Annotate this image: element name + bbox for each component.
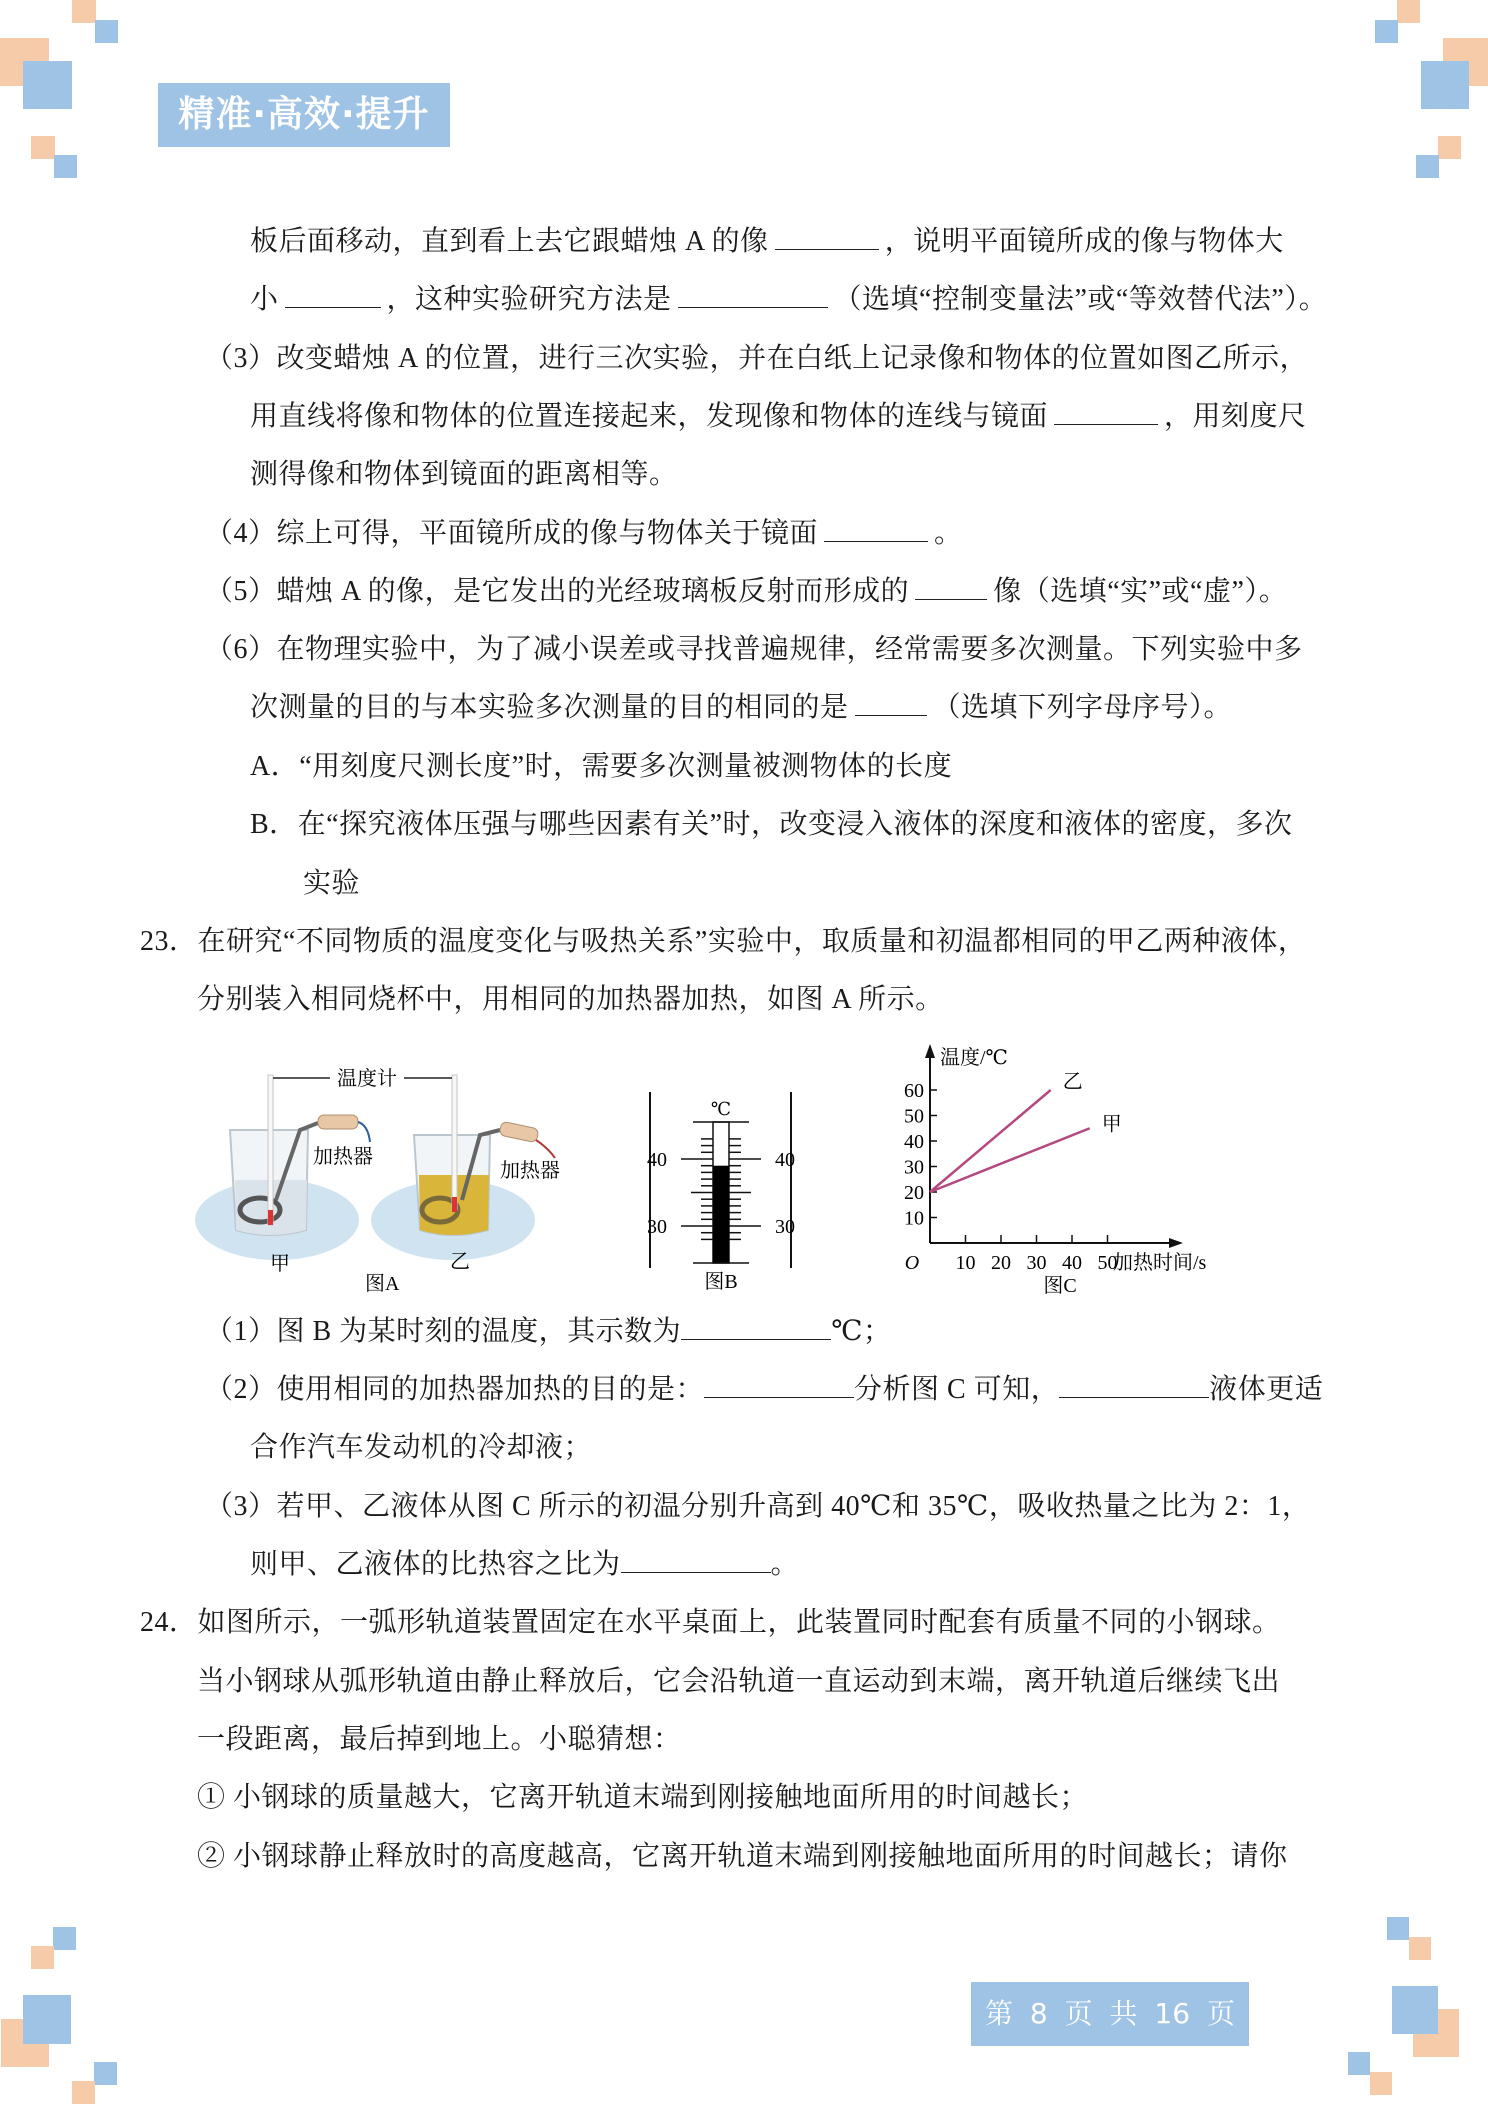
- answer-blank[interactable]: [824, 515, 928, 542]
- figure-b: [640, 1070, 800, 1300]
- answer-blank[interactable]: [1054, 398, 1158, 425]
- text: 则甲、乙液体的比热容之比为: [250, 1549, 621, 1580]
- q22-6-line-2: [250, 688, 1232, 728]
- decor-square: [72, 0, 96, 23]
- y-tick-label: 40: [904, 1131, 924, 1153]
- q22-3-line-3: 测得像和物体到镜面的距离相等。: [250, 459, 678, 490]
- decor-square: [1392, 1986, 1438, 2034]
- q23-3-line-2: [250, 1545, 799, 1585]
- x-axis-label: 加热时间/s: [1113, 1252, 1207, 1274]
- answer-blank[interactable]: [915, 573, 987, 600]
- x-axis-arrow: [1169, 1238, 1183, 1248]
- option-a: A．“用刻度尺测长度”时，需要多次测量被测物体的长度: [250, 751, 953, 782]
- heater-cable-2: [536, 1140, 555, 1158]
- text: 用直线将像和物体的位置连接起来，发现像和物体的连线与镜面: [250, 401, 1049, 432]
- unit-label: ℃: [710, 1099, 732, 1119]
- decor-square: [53, 1927, 76, 1950]
- decor-square: [72, 2081, 95, 2104]
- decor-square: [31, 1946, 54, 1969]
- text: 。: [770, 1549, 800, 1580]
- decor-square: [1416, 155, 1439, 178]
- q22-4-line: [205, 514, 963, 554]
- header-banner: 精准·高效·提升: [158, 83, 450, 147]
- text: ，用刻度尺: [1164, 401, 1307, 432]
- text: （4）综上可得，平面镜所成的像与物体关于镜面: [205, 518, 819, 549]
- decor-square: [54, 155, 77, 178]
- x-tick-label: 30: [1026, 1252, 1047, 1274]
- q24-line-1: 24．如图所示，一弧形轨道装置固定在水平桌面上，此装置同时配套有质量不同的小钢球。: [140, 1607, 1281, 1638]
- q23-line-2: 分别装入相同烧杯中，用相同的加热器加热，如图 A 所示。: [197, 984, 944, 1015]
- scale-label: 30: [647, 1216, 667, 1238]
- q23-2-line-1: [205, 1370, 1323, 1410]
- figure-c-caption: 图C: [1043, 1275, 1077, 1297]
- x-tick-label: 10: [955, 1252, 976, 1274]
- q23-line-1: 23．在研究“不同物质的温度变化与吸热关系”实验中，取质量和初温都相同的甲乙两种液体，: [140, 926, 1307, 957]
- heater-plug-1: [318, 1115, 358, 1129]
- text: ，这种实验研究方法是: [386, 284, 672, 315]
- scale-label: 40: [775, 1149, 795, 1171]
- text: 。: [934, 518, 963, 549]
- beaker-2-label: 乙: [450, 1251, 470, 1273]
- option-b-line-1: B．在“探究液体压强与哪些因素有关”时，改变浸入液体的深度和液体的密度，多次: [250, 809, 1293, 840]
- thermometer-1-bulb: [268, 1210, 273, 1225]
- decor-square: [1348, 2052, 1370, 2075]
- series-line-甲: [930, 1128, 1090, 1192]
- scale-label: 40: [647, 1149, 667, 1171]
- y-tick-label: 60: [904, 1080, 924, 1102]
- series-label: 甲: [1101, 1113, 1122, 1136]
- decor-square: [1409, 1937, 1431, 1960]
- decor-square: [1421, 61, 1469, 109]
- q22-5-line: [205, 572, 1287, 612]
- q24-hypothesis-2: ② 小钢球静止释放时的高度越高，它离开轨道末端到刚接触地面所用的时间越长；请你: [197, 1841, 1288, 1872]
- q24-line-2: 当小钢球从弧形轨道由静止释放后，它会沿轨道一直运动到末端，离开轨道后继续飞出: [197, 1666, 1281, 1697]
- answer-blank[interactable]: [1059, 1371, 1209, 1398]
- decor-square: [1387, 1917, 1409, 1940]
- text: 液体更适: [1209, 1374, 1324, 1405]
- decor-square: [23, 61, 72, 109]
- text: 次测量的目的与本实验多次测量的目的相同的是: [250, 692, 849, 723]
- q22-3-line-2: [250, 397, 1307, 437]
- q22-2-line-2: [250, 280, 1327, 320]
- q23-3-line-1: （3）若甲、乙液体从图 C 所示的初温分别升高到 40℃和 35℃，吸收热量之比为 2：1，: [205, 1491, 1311, 1522]
- thermometer-label: 温度计: [337, 1068, 397, 1090]
- decor-square: [1438, 136, 1461, 159]
- text: （5）蜡烛 A 的像，是它发出的光经玻璃板反射而形成的: [205, 576, 910, 607]
- origin-label: O: [904, 1252, 920, 1274]
- mercury-column: [713, 1166, 729, 1263]
- answer-blank[interactable]: [704, 1371, 854, 1398]
- y-axis-label: 温度/℃: [940, 1047, 1008, 1069]
- q23-1-line: [205, 1312, 892, 1352]
- answer-blank[interactable]: [775, 223, 879, 250]
- decor-square: [94, 2062, 117, 2085]
- q22-2-line-1: [250, 222, 1284, 262]
- series-label: 乙: [1062, 1071, 1083, 1093]
- heater-label-1: 加热器: [313, 1146, 373, 1168]
- y-tick-label: 50: [904, 1105, 924, 1128]
- y-tick-label: 10: [904, 1207, 924, 1230]
- answer-blank[interactable]: [285, 281, 381, 308]
- heater-label-2: 加热器: [500, 1160, 560, 1182]
- text: ，说明平面镜所成的像与物体大: [884, 226, 1284, 257]
- text: 板后面移动，直到看上去它跟蜡烛 A 的像: [250, 226, 769, 257]
- x-tick-label: 20: [991, 1252, 1011, 1274]
- figure-a: [190, 1060, 590, 1300]
- text: （选填下列字母序号）。: [932, 692, 1233, 723]
- q22-3-line-1: （3）改变蜡烛 A 的位置，进行三次实验，并在白纸上记录像和物体的位置如图乙所示，: [205, 343, 1309, 374]
- thermometer-1: [268, 1075, 273, 1225]
- thermometer-2: [452, 1075, 457, 1210]
- figure-a-caption: 图A: [365, 1273, 400, 1295]
- decor-square: [1370, 2072, 1392, 2095]
- text: 分析图 C 可知，: [854, 1374, 1060, 1405]
- x-tick-label: 40: [1062, 1252, 1082, 1274]
- text: ℃；: [831, 1316, 892, 1347]
- x-tick-label: 50: [1097, 1252, 1118, 1274]
- text: （1）图 B 为某时刻的温度，其示数为: [205, 1316, 682, 1347]
- decor-square: [31, 136, 55, 159]
- text: （2）使用相同的加热器加热的目的是：: [205, 1374, 705, 1405]
- text: 像（选填“实”或“虚”）。: [993, 576, 1288, 607]
- option-b-line-2: 实验: [303, 868, 361, 899]
- beaker-1-label: 甲: [270, 1253, 290, 1275]
- heater-plug-2: [499, 1121, 539, 1143]
- scale-label: 30: [775, 1216, 795, 1238]
- series-line-乙: [930, 1090, 1051, 1192]
- answer-blank[interactable]: [621, 1546, 771, 1573]
- page-indicator: 第 8 页 共 16 页: [971, 1982, 1249, 2046]
- y-tick-label: 30: [904, 1156, 924, 1179]
- y-axis-arrow: [925, 1044, 935, 1058]
- figure-c-chart: [880, 1030, 1280, 1300]
- heater-cable-1: [358, 1122, 370, 1142]
- thermometer-2-bulb: [452, 1197, 457, 1212]
- answer-blank[interactable]: [681, 1313, 831, 1340]
- figure-b-caption: 图B: [704, 1271, 738, 1293]
- answer-blank[interactable]: [678, 281, 828, 308]
- q22-6-line-1: （6）在物理实验中，为了减小误差或寻找普遍规律，经常需要多次测量。下列实验中多: [205, 634, 1303, 665]
- decor-square: [95, 20, 118, 43]
- text: 小: [250, 284, 279, 315]
- decor-square: [1397, 0, 1420, 23]
- q24-line-3: 一段距离，最后掉到地上。小聪猜想：: [197, 1724, 682, 1755]
- decor-square: [1375, 20, 1398, 43]
- q24-hypothesis-1: ① 小钢球的质量越大，它离开轨道末端到刚接触地面所用的时间越长；: [197, 1782, 1089, 1813]
- q23-2-line-2: 合作汽车发动机的冷却液；: [250, 1432, 593, 1463]
- y-tick-label: 20: [904, 1182, 924, 1204]
- answer-blank[interactable]: [855, 689, 927, 716]
- decor-square: [23, 1995, 71, 2044]
- text: （选填“控制变量法”或“等效替代法”）。: [833, 284, 1328, 315]
